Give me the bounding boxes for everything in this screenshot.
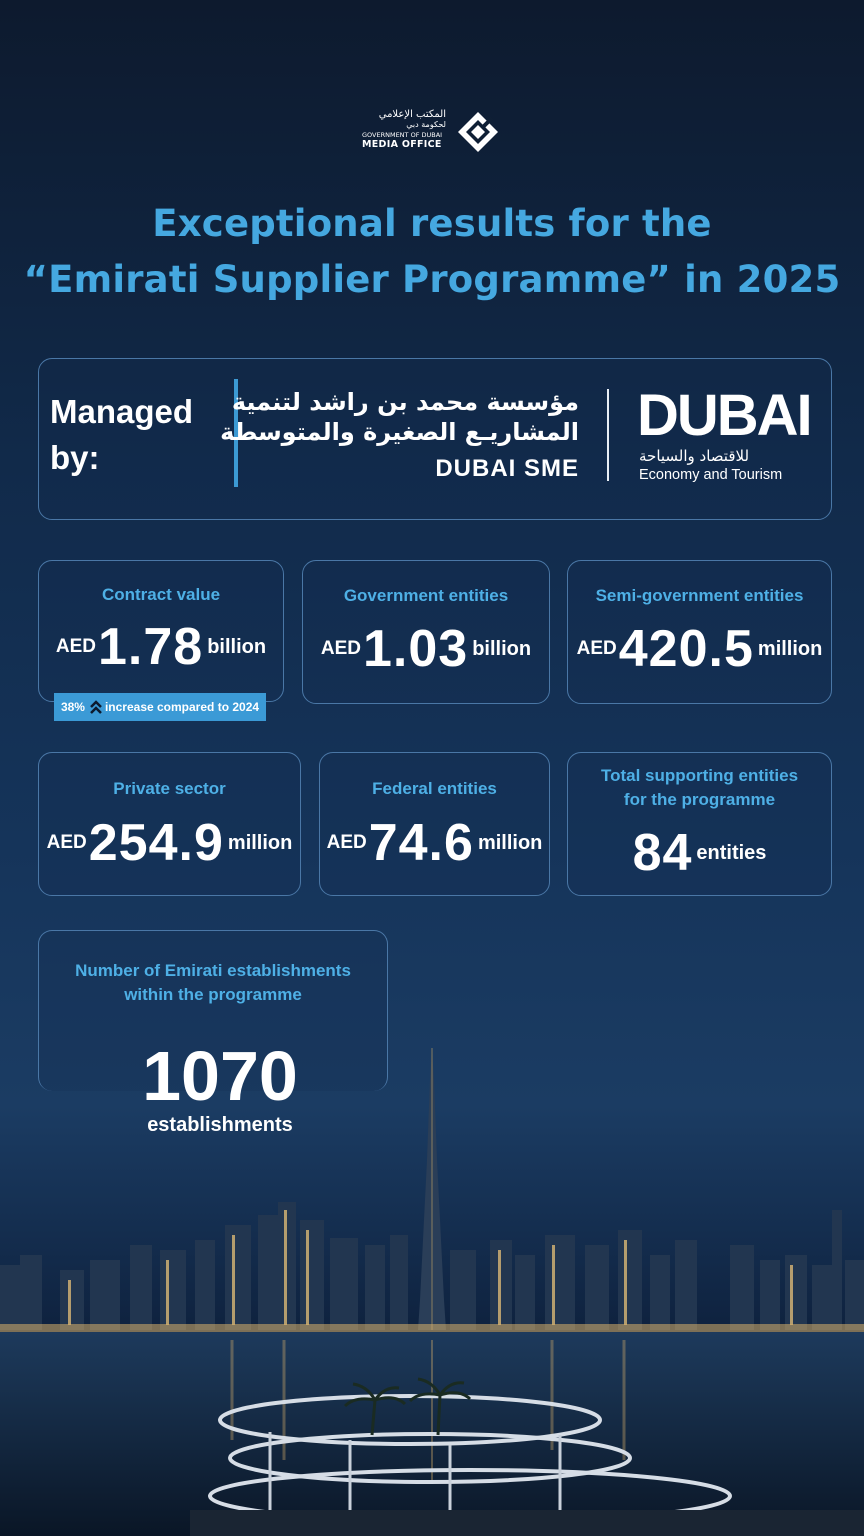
- det-english: Economy and Tourism: [639, 467, 783, 483]
- dubai-sme-arabic: [220, 387, 579, 447]
- private-number: 254.9: [88, 814, 224, 872]
- det-arabic: للاقتصاد والسياحة: [639, 447, 750, 465]
- semi-government-value: [568, 621, 831, 677]
- establishments-unit: establishments: [147, 1114, 293, 1136]
- federal-entities-card: [319, 752, 550, 896]
- managed-by-card: [38, 358, 832, 520]
- government-number: 1.03: [363, 620, 469, 678]
- contract-unit: billion: [207, 635, 267, 658]
- page-title: [0, 196, 864, 308]
- logo-separator: [607, 389, 609, 481]
- supporting-unit: entities: [696, 841, 767, 864]
- federal-value: [320, 815, 549, 871]
- managed-label-line-1: Managed: [50, 393, 194, 430]
- org-english-1: GOVERNMENT OF DUBAI: [362, 131, 443, 139]
- sme-arabic-line-1: مؤسسة محمد بن راشد لتنمية: [231, 388, 579, 416]
- government-unit: billion: [472, 637, 532, 660]
- contract-number: 1.78: [98, 618, 204, 676]
- sme-arabic-line-2: المشاريـع الصغيرة والمتوسطة: [220, 418, 579, 446]
- private-unit: million: [227, 831, 293, 854]
- dubai-det-logo: [637, 383, 811, 448]
- supporting-value: [568, 825, 831, 881]
- supporting-entities-card: [567, 752, 832, 896]
- supporting-label-line-2: for the programme: [623, 790, 776, 809]
- currency: AED: [320, 638, 361, 659]
- title-line-2: “Emirati Supplier Programme” in 2025: [23, 258, 841, 301]
- semi-government-label: Semi-government entities: [595, 586, 804, 605]
- federal-label: Federal entities: [372, 779, 497, 798]
- private-sector-card: [38, 752, 301, 896]
- title-line-1: Exceptional results for the: [152, 202, 712, 245]
- semi-government-number: 420.5: [618, 620, 754, 678]
- supporting-number: 84: [632, 824, 693, 882]
- org-arabic-2: لحكومة دبي: [406, 120, 446, 129]
- badge-percent: 38%: [60, 700, 85, 714]
- establishments-label-line-2: within the programme: [124, 985, 302, 1004]
- det-wordmark: DUBAI: [637, 383, 811, 448]
- diamond-logo-icon: [456, 110, 500, 154]
- media-office-text: [362, 110, 452, 150]
- government-value: [303, 621, 549, 677]
- establishments-label: [39, 959, 387, 1007]
- badge-text: increase compared to 2024: [104, 700, 260, 714]
- supporting-label: [568, 764, 831, 812]
- semi-government-unit: million: [757, 637, 823, 660]
- semi-government-card: [567, 560, 832, 704]
- media-office-logo: [0, 104, 864, 160]
- contract-value-card: [38, 560, 284, 702]
- increase-badge: [54, 693, 266, 721]
- government-label: Government entities: [343, 586, 509, 605]
- currency: AED: [576, 638, 617, 659]
- currency: AED: [326, 832, 367, 853]
- dubai-sme-english: DUBAI SME: [435, 455, 579, 482]
- private-value: [39, 815, 300, 871]
- private-label: Private sector: [113, 779, 226, 798]
- establishments-number: 1070: [142, 1037, 298, 1115]
- managed-label-line-2: by:: [50, 439, 100, 476]
- org-arabic-1: المكتب الإعلامي: [378, 109, 446, 120]
- federal-number: 74.6: [368, 814, 474, 872]
- establishments-label-line-1: Number of Emirati establishments: [75, 961, 351, 980]
- currency: AED: [46, 832, 87, 853]
- org-english-2: MEDIA OFFICE: [362, 139, 442, 150]
- federal-unit: million: [477, 831, 543, 854]
- government-entities-card: [302, 560, 550, 704]
- double-chevron-up-icon: [89, 699, 103, 715]
- contract-value: [39, 619, 283, 675]
- managed-by-label: [50, 389, 193, 481]
- contract-label: Contract value: [101, 585, 221, 604]
- supporting-label-line-1: Total supporting entities: [600, 766, 799, 785]
- currency: AED: [55, 636, 96, 657]
